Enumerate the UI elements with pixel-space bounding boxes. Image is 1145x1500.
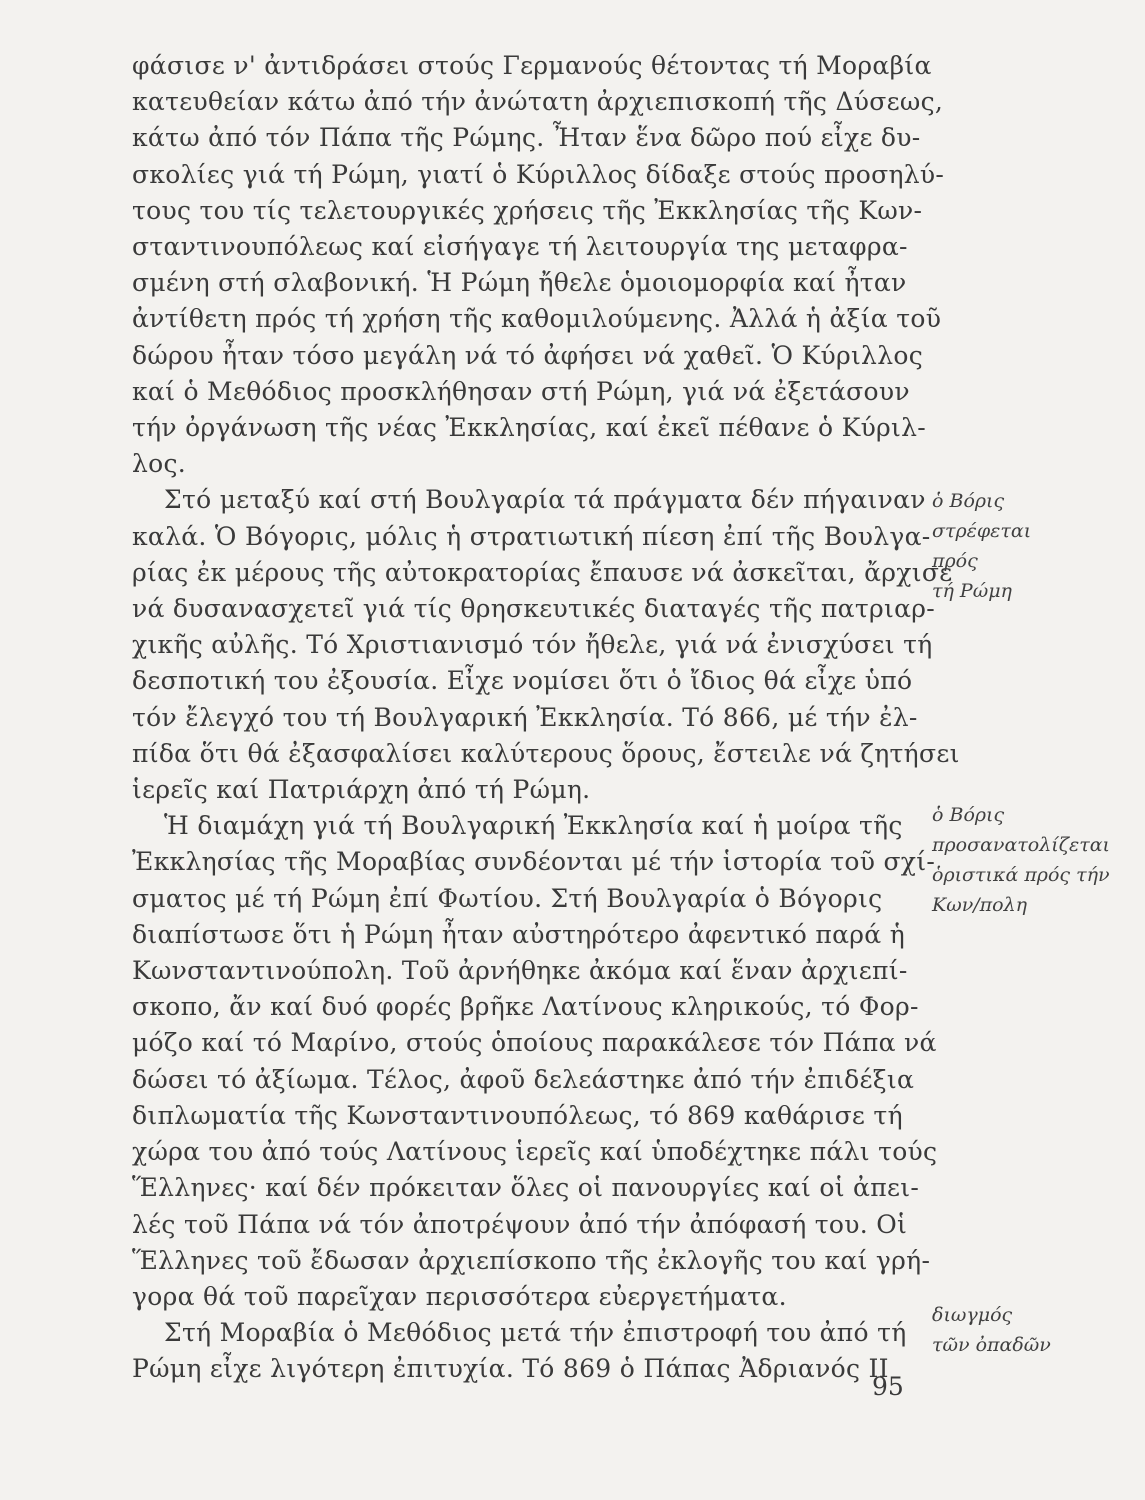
text-line: Ἕλληνες τοῦ ἔδωσαν ἀρχιεπίσκοπο τῆς ἐκλογῆς του καί γρή- [132,1245,931,1275]
text-line: λές τοῦ Πάπα νά τόν ἀποτρέψουν ἀπό τήν ἀπόφασή του. Οἱ [132,1209,908,1239]
text-line: τόν ἔλεγχό του τή Βουλγαρική Ἐκκλησία. Τό 866, μέ τήν ἐλ- [132,702,918,732]
text-line: λος. [132,449,187,479]
bleed-through-shadow [930,70,1130,90]
text-line: καί ὁ Μεθόδιος προσκλήθησαν στή Ρώμη, γιά νά ἐξετάσουν [132,376,910,406]
paragraph [132,48,945,482]
text-line: καλά. Ὁ Βόγορις, μόλις ἡ στρατιωτική πίεση ἐπί τῆς Βουλγα- [132,521,931,551]
paragraph [132,808,938,1315]
text-line: ἀντίθετη πρός τή χρήση τῆς καθομιλούμενης. Ἀλλά ἡ ἀξία τοῦ [132,304,942,334]
text-line: Ἡ διαμάχη γιά τή Βουλγαρική Ἐκκλησία καί ἡ μοίρα τῆς [164,811,903,841]
text-line: Ρώμη εἶχε λιγότερη ἐπιτυχία. Τό 869 ὁ Πάπας Ἀδριανός ΙΙ [132,1354,889,1384]
text-line: σματος μέ τή Ρώμη ἐπί Φωτίου. Στή Βουλγαρία ὁ Βόγορις [132,883,883,913]
text-line: σμένη στή σλαβονική. Ἡ Ρώμη ἤθελε ὁμοιομορφία καί ἦταν [132,268,907,298]
text-line: τους του τίς τελετουργικές χρήσεις τῆς Ἐκκλησίας τῆς Κων- [132,195,923,225]
margin-note-line: ὁ Βόρις [932,490,1005,512]
text-line: φάσισε ν' ἀντιδράσει στούς Γερμανούς θέτοντας τή Μοραβία [132,51,932,80]
text-line: διαπίστωσε ὅτι ἡ Ρώμη ἦταν αὐστηρότερο ἀφεντικό παρά ἡ [132,919,905,949]
margin-note-line: ὁριστικά πρός τήν [932,864,1110,886]
margin-note-line: Κων/πολη [932,894,1027,916]
margin-note-boris-rome [932,486,1132,606]
text-line: Ἐκκλησίας τῆς Μοραβίας συνδέονται μέ τήν ἱστορία τοῦ σχί- [132,847,936,877]
margin-note-line: στρέφεται [932,520,1032,542]
text-line: πίδα ὅτι θά ἐξασφαλίσει καλύτερους ὅρους, ἔστειλε νά ζητήσει [132,738,960,768]
text-line: Στή Μοραβία ὁ Μεθόδιος μετά τήν ἐπιστροφή του ἀπό τή [164,1318,907,1348]
text-line: κάτω ἀπό τόν Πάπα τῆς Ρώμης. Ἦταν ἕνα δῶρο πού εἶχε δυ- [132,123,921,153]
text-line: γορα θά τοῦ παρεῖχαν περισσότερα εὐεργετήματα. [132,1281,787,1311]
body-text [132,48,960,1388]
text-line: ἱερεῖς καί Πατριάρχη ἀπό τή Ρώμη. [132,775,591,805]
text-line: δώρου ἦταν τόσο μεγάλη νά τό ἀφήσει νά χαθεῖ. Ὁ Κύριλλος [132,340,923,370]
margin-note-line: τῶν ὀπαδῶν [932,1334,1051,1356]
text-line: Κωνσταντινούπολη. Τοῦ ἀρνήθηκε ἀκόμα καί ἕναν ἀρχιεπί- [132,956,908,986]
text-line: σκολίες γιά τή Ρώμη, γιατί ὁ Κύριλλος δίδαξε στούς προσηλύ- [132,159,945,189]
text-line: ρίας ἐκ μέρους τῆς αὐτοκρατορίας ἔπαυσε νά ἀσκεῖται, ἄρχισε [132,557,953,587]
margin-note-line: πρός [932,550,978,572]
paragraph [132,1315,912,1387]
text-line: μόζο καί τό Μαρίνο, στούς ὁποίους παρακάλεσε τόν Πάπα νά [132,1028,937,1058]
text-line: κατευθείαν κάτω ἀπό τήν ἀνώτατη ἀρχιεπισκοπή τῆς Δύσεως, [132,87,944,117]
margin-note-line: τή Ρώμη [932,580,1012,602]
text-line: Στό μεταξύ καί στή Βουλγαρία τά πράγματα δέν πήγαιναν [164,485,926,515]
margin-note-boris-constantinople [932,800,1132,920]
text-line: νά δυσανασχετεῖ γιά τίς θρησκευτικές διαταγές τῆς πατριαρ- [132,594,935,624]
text-line: δώσει τό ἀξίωμα. Τέλος, ἀφοῦ δελεάστηκε ἀπό τήν ἐπιδέξια [132,1064,915,1094]
text-line: διπλωματία τῆς Κωνσταντινουπόλεως, τό 869 καθάρισε τή [132,1100,903,1130]
text-line: χώρα του ἀπό τούς Λατίνους ἱερεῖς καί ὑποδέχτηκε πάλι τούς [132,1137,938,1167]
page-number: 95 [872,1372,904,1401]
margin-note-line: διωγμός [932,1304,1013,1326]
text-line: χικῆς αὐλῆς. Τό Χριστιανισμό τόν ἤθελε, γιά νά ἐνισχύσει τή [132,630,933,660]
text-line: σταντινουπόλεως καί εἰσήγαγε τή λειτουργία της μεταφρα- [132,232,908,262]
text-line: τήν ὀργάνωση τῆς νέας Ἐκκλησίας, καί ἐκεῖ πέθανε ὁ Κύριλ- [132,413,927,443]
text-line: Ἕλληνες· καί δέν πρόκειταν ὅλες οἱ πανουργίες καί οἱ ἀπει- [132,1173,920,1203]
margin-note-persecution [932,1300,1132,1360]
margin-note-line: ὁ Βόρις [932,804,1005,826]
text-line: σκοπο, ἄν καί δυό φορές βρῆκε Λατίνους κληρικούς, τό Φορ- [132,992,919,1022]
text-line: δεσποτική του ἐξουσία. Εἶχε νομίσει ὅτι ὁ ἴδιος θά εἶχε ὑπό [132,666,913,696]
margin-note-line: προσανατολίζεται [932,834,1111,856]
